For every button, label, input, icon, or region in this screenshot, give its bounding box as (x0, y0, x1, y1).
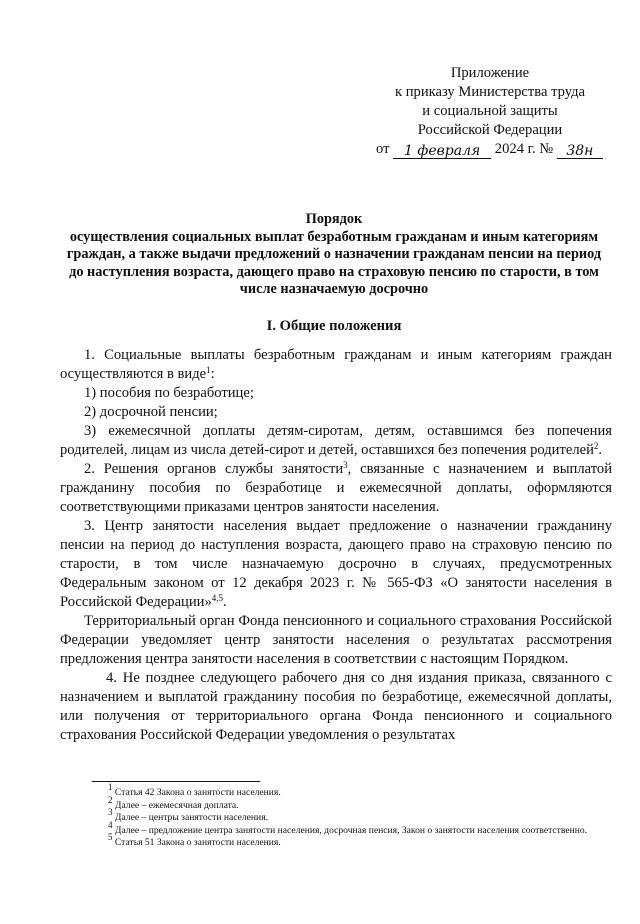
list-item: 1) пособия по безработице; (84, 385, 254, 401)
appendix-line: и социальной защиты (422, 103, 558, 119)
title-heading: Порядок (305, 211, 363, 227)
appendix-line: Приложение (450, 65, 530, 81)
footnote-ref: 1 (206, 365, 211, 375)
document-title (60, 211, 608, 299)
paragraph: Территориальный орган Фонда пенсионного и социального страхования Российской Федерации уведомляет центр занятости населения о результатах рассмотрения предложения центра занятости населения в соответствии с настоящим Порядком. (60, 613, 612, 667)
order-year: 2024 г. № (494, 141, 554, 157)
paragraph: 1. Социальные выплаты безработным гражданам и иным категориям граждан осуществляются в виде$^1$: (60, 347, 612, 382)
footnote-ref: 2 (593, 441, 599, 451)
section-heading: I. Общие положения (266, 318, 402, 334)
footnote-separator (92, 781, 260, 782)
appendix-line: к приказу Министерства труда (394, 84, 586, 100)
footnotes (60, 782, 612, 850)
footnote: $^3$ Далее – центры занятости населения. (108, 807, 268, 824)
date-prefix: от (376, 141, 390, 157)
handwritten-date: 1 февраля (393, 142, 491, 159)
footnote-ref: 4,5 (211, 593, 224, 603)
title-text: осуществления социальных выплат безработным гражданам и иным категориям граждан, а также выдачи предложений о назначении гражданам пенсии на период до наступления возраста, дающего право на страховую пенсию по старости, в том числе назначаемую досрочно (66, 228, 602, 297)
paragraph: 3. Центр занятости населения выдает предложение о назначении гражданину пенсии на период до наступления возраста, дающего право на страховую пенсию по старости, в том числе назначаемую досрочно в случаях, предусмотренных Федеральным законом от 12 декабря 2023 г. № 565-ФЗ «О занятости населения в Российской Федерации»$^{4,5}$. (60, 518, 612, 610)
handwritten-number: 38н (557, 142, 603, 159)
order-date-line (370, 140, 610, 159)
list-item: 3) ежемесячной доплаты детям-сиротам, детям, оставшимся без попечения родителей, лицам из числа детей-сирот и детей, оставшихся без попечения родителей$^2$. (60, 423, 612, 458)
footnote: $^1$ Статья 42 Закона о занятости населения. (108, 782, 281, 798)
footnote: $^2$ Далее – ежемесячная доплата. (108, 794, 239, 811)
appendix-header (370, 64, 610, 159)
document-body (60, 346, 612, 745)
footnote-ref: 3 (343, 460, 348, 470)
paragraph: 2. Решения органов службы занятости$^3$, связанные с назначением и выплатой гражданину пособия по безработице и ежемесячной доплаты, оформляются соответствующими приказами центров занятости населения. (60, 460, 613, 515)
appendix-line: Российской Федерации (417, 122, 563, 138)
paragraph: 4. Не позднее следующего рабочего дня со дня издания приказа, связанного с назначением и выплатой гражданину пособия по безработице, ежемесячной доплаты, или получения от территориального органа Фонда пенсионного и социального страхования Российской Федерации уведомления о результатах (60, 670, 612, 743)
footnote: $^5$ Статья 51 Закона о занятости населения. (108, 832, 281, 849)
footnote: $^4$ Далее – предложение центра занятости населения, досрочная пенсия, Закон о занятости населения соответственно. (108, 819, 588, 836)
list-item: 2) досрочной пенсии; (84, 404, 218, 420)
